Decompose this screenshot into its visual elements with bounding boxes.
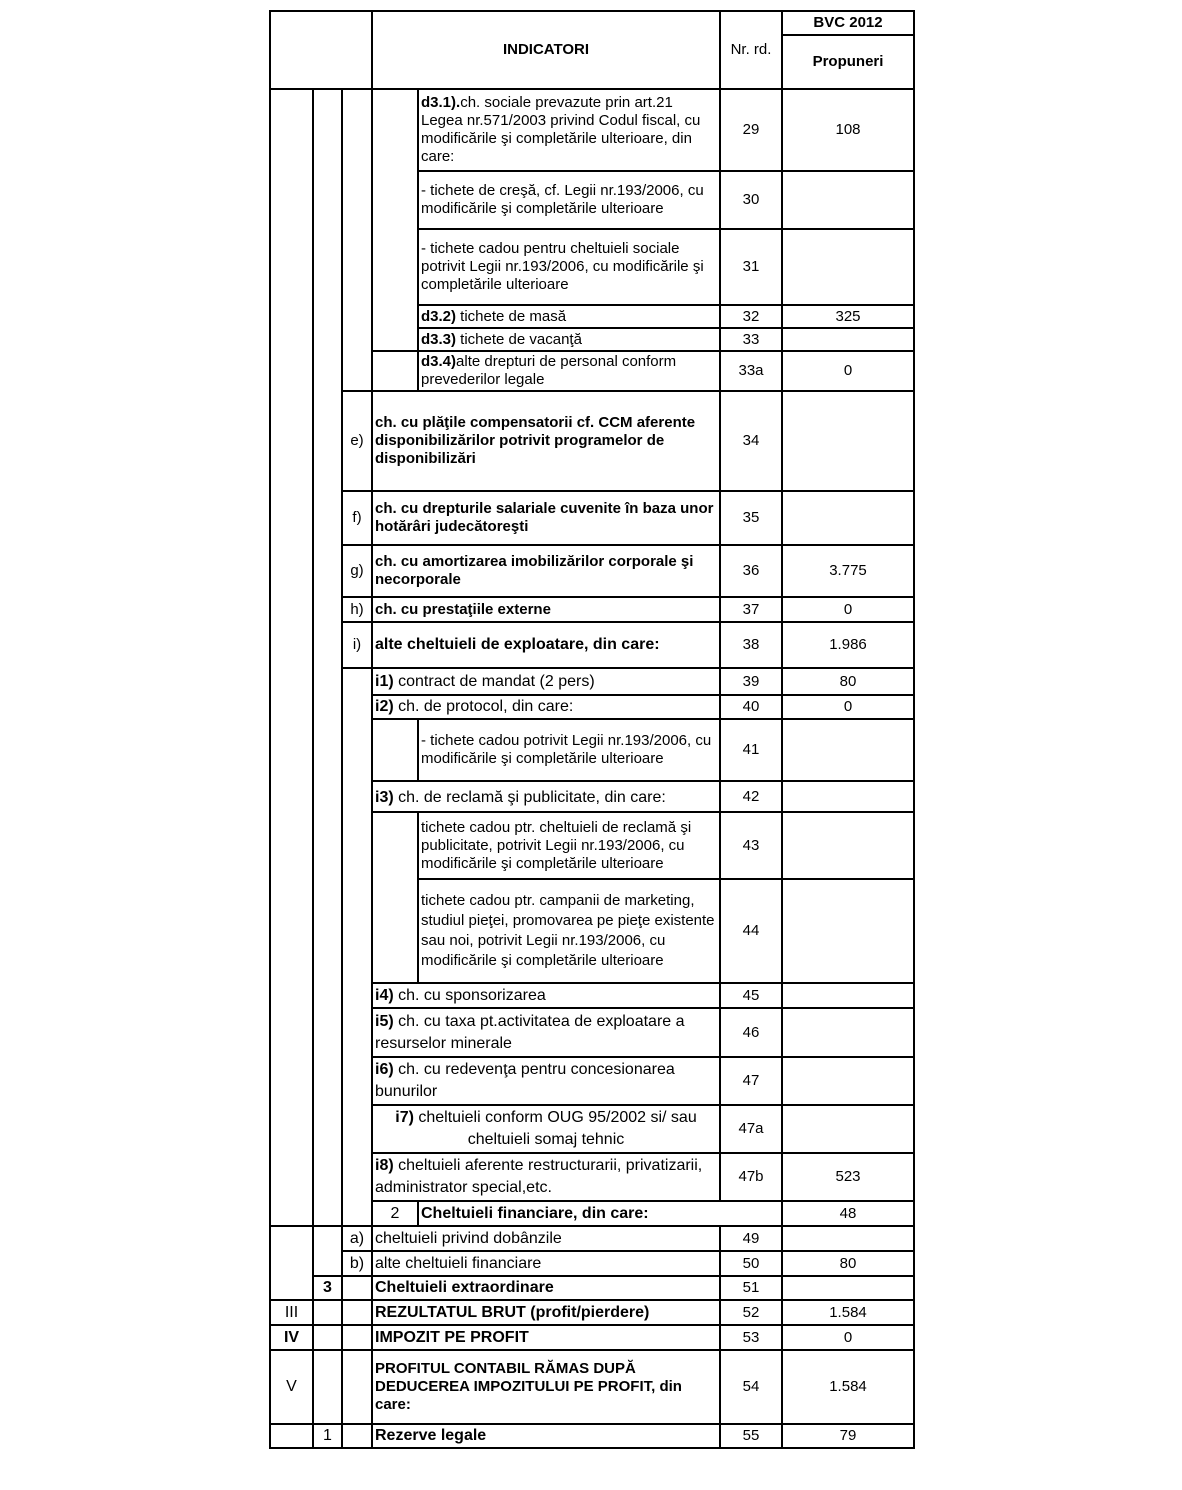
row-52-arabic <box>313 1300 342 1325</box>
row-29-value: 108 <box>782 89 914 171</box>
col-roman-span-b <box>270 1226 313 1300</box>
row-55-letter <box>342 1424 372 1448</box>
row-46-text: i5) ch. cu taxa pt.activitatea de exploatare a resurselor minerale <box>372 1008 720 1057</box>
row-42-text: i3) ch. de reclamă şi publicitate, din care: <box>372 781 720 812</box>
row-43-text: tichete cadou ptr. cheltuieli de reclamă şi publicitate, potrivit Legii nr.193/2006, cu modificările şi completările ulterioare <box>418 812 720 879</box>
header-bvc-2012: BVC 2012 <box>782 11 914 35</box>
table-row <box>270 1276 914 1300</box>
row-38-value: 1.986 <box>782 622 914 668</box>
row-40-text: i2) ch. de protocol, din care: <box>372 695 720 719</box>
col-arabic-span <box>313 89 342 1226</box>
row-49-text: cheltuieli privind dobânzile <box>372 1226 720 1251</box>
table-row <box>270 1424 914 1448</box>
row-34-index: e) <box>342 391 372 491</box>
table-row <box>270 89 914 171</box>
row-45-text: i4) ch. cu sponsorizarea <box>372 983 720 1008</box>
row-54-index: V <box>270 1350 313 1424</box>
row-47a-nr: 47a <box>720 1105 782 1153</box>
row-37-index: h) <box>342 597 372 622</box>
row-39-text: i1) contract de mandat (2 pers) <box>372 668 720 695</box>
table-row <box>270 1300 914 1325</box>
row-43-nr: 43 <box>720 812 782 879</box>
row-51-value <box>782 1276 914 1300</box>
row-54-arabic <box>313 1350 342 1424</box>
table-row <box>270 545 914 597</box>
row-53-value: 0 <box>782 1325 914 1350</box>
bvc-indicators-table <box>269 10 915 1227</box>
table-row <box>270 1226 914 1251</box>
row-38-nr: 38 <box>720 622 782 668</box>
row-33a-nr: 33a <box>720 351 782 391</box>
row-47-nr: 47 <box>720 1057 782 1105</box>
row-54-letter <box>342 1350 372 1424</box>
row-37-text: ch. cu prestaţiile externe <box>372 597 720 622</box>
table-row <box>270 1325 914 1350</box>
row-48-index: 2 <box>372 1201 418 1226</box>
row-55-nr: 55 <box>720 1424 782 1448</box>
row-44-value <box>782 879 914 983</box>
header-indicatori: INDICATORI <box>372 11 720 89</box>
header-blank <box>270 11 372 89</box>
table-row <box>270 597 914 622</box>
row-51-letter <box>342 1276 372 1300</box>
row-38-text: alte cheltuieli de exploatare, din care: <box>372 622 720 668</box>
row-30-value <box>782 171 914 229</box>
row-30-nr: 30 <box>720 171 782 229</box>
row-54-text: PROFITUL CONTABIL RĂMAS DUPĂ DEDUCEREA IMPOZITULUI PE PROFIT, din care: <box>372 1350 720 1424</box>
row-47b-value: 523 <box>782 1153 914 1201</box>
row-41-value <box>782 719 914 781</box>
row-52-value: 1.584 <box>782 1300 914 1325</box>
row-49-value <box>782 1226 914 1251</box>
row-48-nr: 48 <box>782 1201 914 1226</box>
row-47a-text: i7) cheltuieli conform OUG 95/2002 si/ sau cheltuieli somaj tehnic <box>372 1105 720 1153</box>
row-47a-value <box>782 1105 914 1153</box>
row-43-44-sub <box>372 812 418 983</box>
row-48-text: Cheltuieli financiare, din care: <box>418 1201 782 1226</box>
row-29-text: d3.1).ch. sociale prevazute prin art.21 Legea nr.571/2003 privind Codul fiscal, cu modificările şi completările ulterioare, din care: <box>418 89 720 171</box>
row-55-roman <box>270 1424 313 1448</box>
row-33a-sub <box>372 351 418 391</box>
row-54-nr: 54 <box>720 1350 782 1424</box>
row-39-value: 80 <box>782 668 914 695</box>
row-36-value: 3.775 <box>782 545 914 597</box>
row-35-index: f) <box>342 491 372 545</box>
row-29-nr: 29 <box>720 89 782 171</box>
row-33-value <box>782 328 914 351</box>
row-47b-text: i8) cheltuieli aferente restructurarii, privatizarii, administrator special,etc. <box>372 1153 720 1201</box>
col-arabic-span-b <box>313 1226 342 1276</box>
row-43-value <box>782 812 914 879</box>
row-41-sub <box>372 719 418 781</box>
row-47b-nr: 47b <box>720 1153 782 1201</box>
row-41-nr: 41 <box>720 719 782 781</box>
row-37-nr: 37 <box>720 597 782 622</box>
row-37-value: 0 <box>782 597 914 622</box>
table-row <box>270 1350 914 1424</box>
row-40-nr: 40 <box>720 695 782 719</box>
col-letter-span-2 <box>342 668 372 1226</box>
row-32-value: 325 <box>782 305 914 328</box>
row-47-text: i6) ch. cu redevenţa pentru concesionarea bunurilor <box>372 1057 720 1105</box>
header-nr-rd: Nr. rd. <box>720 11 782 89</box>
row-51-text: Cheltuieli extraordinare <box>372 1276 720 1300</box>
col-roman-span <box>270 89 313 1226</box>
row-35-nr: 35 <box>720 491 782 545</box>
bvc-indicators-table-bottom <box>269 1225 915 1449</box>
row-32-nr: 32 <box>720 305 782 328</box>
row-55-index: 1 <box>313 1424 342 1448</box>
row-35-text: ch. cu drepturile salariale cuvenite în baza unor hotărâri judecătoreşti <box>372 491 720 545</box>
row-53-arabic <box>313 1325 342 1350</box>
table-row <box>270 622 914 668</box>
row-51-index: 3 <box>313 1276 342 1300</box>
row-33a-value: 0 <box>782 351 914 391</box>
row-47-value <box>782 1057 914 1105</box>
row-44-text: tichete cadou ptr. campanii de marketing, studiul pieţei, promovarea pe pieţe existente sau noi, potrivit Legii nr.193/2006, cu modificările şi completările ulterioare <box>418 879 720 983</box>
row-35-value <box>782 491 914 545</box>
row-53-nr: 53 <box>720 1325 782 1350</box>
row-31-value <box>782 229 914 305</box>
row-44-nr: 44 <box>720 879 782 983</box>
row-50-text: alte cheltuieli financiare <box>372 1251 720 1276</box>
row-49-nr: 49 <box>720 1226 782 1251</box>
row-52-text: REZULTATUL BRUT (profit/pierdere) <box>372 1300 720 1325</box>
row-50-index: b) <box>342 1251 372 1276</box>
row-30-text: - tichete de creşă, cf. Legii nr.193/2006, cu modificările şi completările ulterioare <box>418 171 720 229</box>
header-row <box>270 11 914 35</box>
col-sub-span <box>372 89 418 351</box>
row-42-value <box>782 781 914 812</box>
row-50-nr: 50 <box>720 1251 782 1276</box>
row-51-nr: 51 <box>720 1276 782 1300</box>
row-46-nr: 46 <box>720 1008 782 1057</box>
row-46-value <box>782 1008 914 1057</box>
row-40-value: 0 <box>782 695 914 719</box>
row-52-letter <box>342 1300 372 1325</box>
header-propuneri: Propuneri <box>782 35 914 89</box>
table-row <box>270 668 914 695</box>
row-54-value: 1.584 <box>782 1350 914 1424</box>
row-36-index: g) <box>342 545 372 597</box>
col-letter-span <box>342 89 372 391</box>
row-31-nr: 31 <box>720 229 782 305</box>
row-45-nr: 45 <box>720 983 782 1008</box>
row-33-nr: 33 <box>720 328 782 351</box>
row-38-index: i) <box>342 622 372 668</box>
row-36-text: ch. cu amortizarea imobilizărilor corporale şi necorporale <box>372 545 720 597</box>
row-36-nr: 36 <box>720 545 782 597</box>
table-row <box>270 491 914 545</box>
table-row <box>270 391 914 491</box>
row-53-letter <box>342 1325 372 1350</box>
row-32-text: d3.2) tichete de masă <box>418 305 720 328</box>
row-39-nr: 39 <box>720 668 782 695</box>
row-33a-text: d3.4)alte drepturi de personal conform prevederilor legale <box>418 351 720 391</box>
row-45-value <box>782 983 914 1008</box>
row-34-text: ch. cu plăţile compensatorii cf. CCM aferente disponibilizărilor potrivit programelor de disponibilizări <box>372 391 720 491</box>
row-52-nr: 52 <box>720 1300 782 1325</box>
row-33-text: d3.3) tichete de vacanţă <box>418 328 720 351</box>
row-53-index: IV <box>270 1325 313 1350</box>
row-50-value: 80 <box>782 1251 914 1276</box>
row-53-text: IMPOZIT PE PROFIT <box>372 1325 720 1350</box>
row-49-index: a) <box>342 1226 372 1251</box>
row-52-index: III <box>270 1300 313 1325</box>
row-34-value <box>782 391 914 491</box>
table-row <box>270 1251 914 1276</box>
row-34-nr: 34 <box>720 391 782 491</box>
row-55-value: 79 <box>782 1424 914 1448</box>
row-55-text: Rezerve legale <box>372 1424 720 1448</box>
row-31-text: - tichete cadou pentru cheltuieli sociale potrivit Legii nr.193/2006, cu modificările şi completările ulterioare <box>418 229 720 305</box>
row-42-nr: 42 <box>720 781 782 812</box>
row-41-text: - tichete cadou potrivit Legii nr.193/2006, cu modificările şi completările ulterioare <box>418 719 720 781</box>
